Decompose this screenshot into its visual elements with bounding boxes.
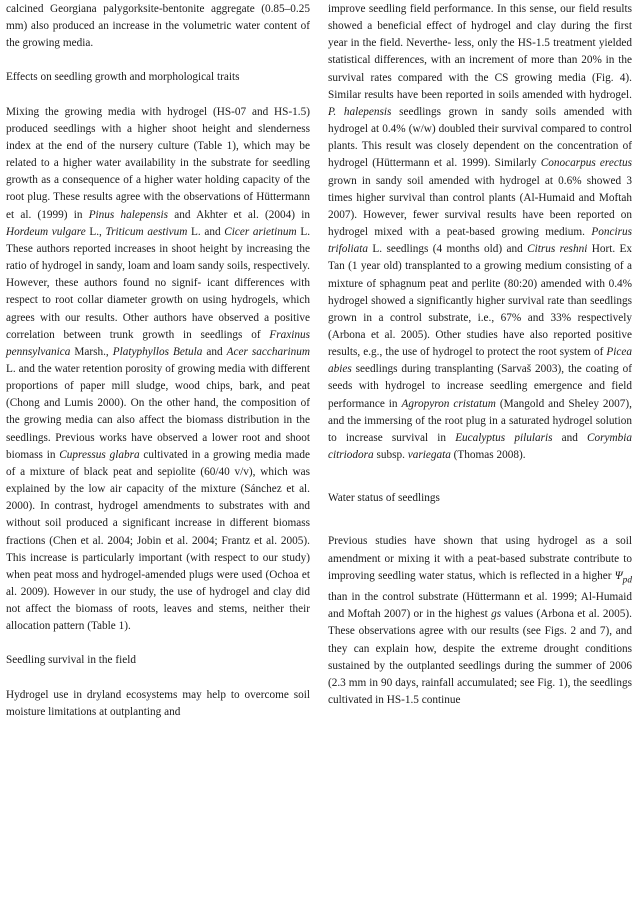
section-heading-survival: Seedling survival in the field: [6, 654, 136, 667]
section-heading-water: Water status of seedlings: [328, 492, 440, 505]
right-column: [328, 1, 632, 900]
paragraph-survival-continued: improve seedling field performance. In this sense, our field results showed a beneficial effect of hydrogel and clay during the first year in the field. Neverthe- less, only the HS-1.5 treatment yielded statistical differences, with an increment of more than 20% in the survival rates compared with the CS growing media (Fig. 4). Similar results have been reported in soils amended with hydrogel. P. halepensis seedlings grown in sandy soils amended with hydrogel at 0.4% (w/w) doubled their survival compared to control plants. This result was closely dependent on the concentration of hydrogel (Hüttermann et al. 1999). Similarly Conocarpus erectus grown in sandy soil amended with hydrogel at 0.6% showed 3 times higher survival than control plants (Al-Humaid and Moftah 2007). However, fewer survival results have been reported on hydrogel mixed with a peat-based growing medium. Poncirus trifoliata L. seedlings (4 months old) and Citrus reshni Hort. Ex Tan (1 year old) transplanted to a growing medium consisting of a mixture of sphagnum peat and perlite (80:20) amended with 0.4% hydrogel showed a significantly higher survival rate than seedlings grown in a control substrate, i.e., 67% and 33% respectively (Arbona et al. 2005). Other studies have also reported positive results, e.g., the use of hydrogel to protect the root system of Picea abies seedlings during transplanting (Sarvaš 2003), the coating of seeds with hydrogel to increase seedling emergence and field performance in Agropyron cristatum (Mangold and Sheley 2007), and the immersing of the root plug in a saturated hydrogel solution to increase survival in Eucalyptus pilularis and Corymbia citriodora subsp. variegata (Thomas 2008).: [328, 3, 633, 462]
paragraph-intro: calcined Georgiana palygorksite-bentonite aggregate (0.85–0.25 mm) also produced an increase in the volumetric water content of the growing media.: [6, 3, 310, 50]
left-column: [6, 1, 310, 900]
paragraph-water: Previous studies have shown that using hydrogel as a soil amendment or mixing it with a peat-based substrate contribute to improving seedling water status, which is reflected in a higher $\Psi_{pd}$ than in the control substrate (Hüttermann et al. 1999; Al-Humaid and Moftah 2007) or in the highest gs values (Arbona et al. 2005). These observations agree with our results (see Figs. 2 and 7), and they can explain how, despite the extreme drought conditions sustained by the outplanted seedlings during the summer of 2006 (2.3 mm in 90 days, rainfall accumulated; see Fig. 1), the seedlings cultivated in HS-1.5 continue: [328, 535, 632, 707]
paragraph-growth: Mixing the growing media with hydrogel (HS-07 and HS-1.5) produced seedlings with a higher shoot height and slenderness index at the end of the nursery culture (Table 1), which may be related to a higher water availability in the substrate for seedling growth as a consequence of a higher water holding capacity of the root plug. These results agree with the observations of Hüttermann et al. (1999) in Pinus halepensis and Akhter et al. (2004) in Hordeum vulgare L., Triticum aestivum L. and Cicer arietinum L. These authors reported increases in shoot height by increasing the ratio of hydrogel in sandy, loam and loam sandy soils, respectively. However, these authors found no signif- icant differences with respect to root collar diameter growth on using hydrogels, which agrees with our results. Other authors have observed a positive correlation between trunk growth in seedlings of Fraxinus pennsylvanica Marsh., Platyphyllos Betula and Acer saccharinum L. and the water retention porosity of growing media with different proportions of paper mill sludge, wood chips, bark, and peat (Chong and Lumis 2000). On the other hand, the composition of the growing media can also affect the biomass distribution in the seedlings. Previous works have observed a lower root and shoot biomass in Cupressus glabra cultivated in a growing media made of a mixture of black peat and sepiolite (60/40 v/v), which was explained by the low air capacity of the mixture (Sánchez et al. 2000). In contrast, hydrogel amendments to substrates with and without soil produced a significant increase in different biomass fractions (Chen et al. 2004; Jobin et al. 2004; Frantz et al. 2005). This increase is particularly important (with respect to our study) when peat moss and hydrogel-amended plugs were used (Ochoa et al. 2009). However in our study, the use of hydrogel and clay did not affect the biomass of roots, leaves and stems, neither their allocation pattern (Table 1).: [6, 105, 311, 633]
section-heading-growth: Effects on seedling growth and morphological traits: [6, 71, 240, 84]
paragraph-survival-start: Hydrogel use in dryland ecosystems may help to overcome soil moisture limitations at outplanting and: [6, 688, 310, 718]
